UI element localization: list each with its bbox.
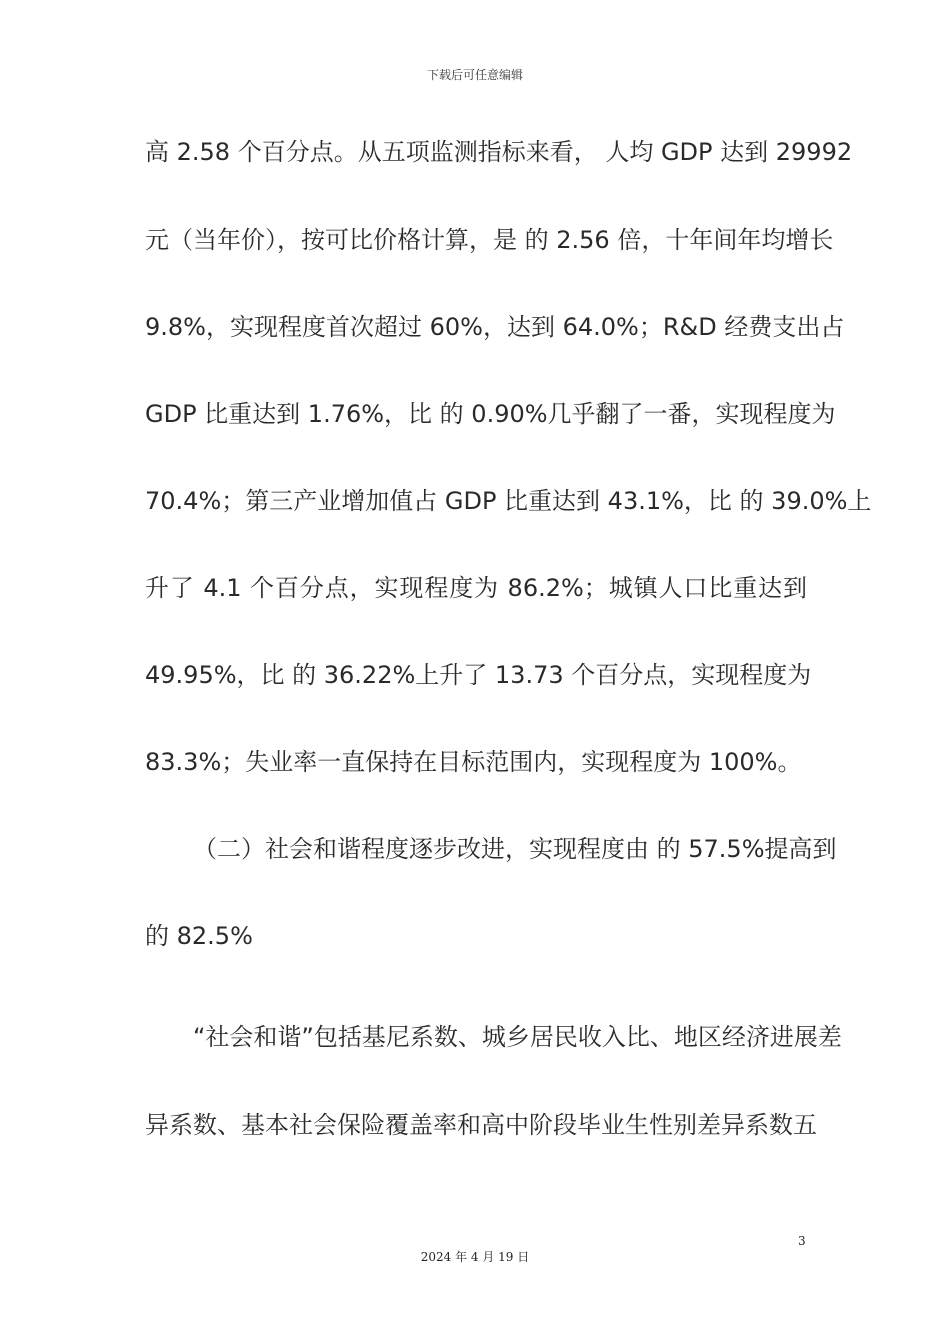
page-footer-date: 2024 年 4 月 19 日 xyxy=(420,1250,530,1264)
section-heading-line-2: 的 82.5% xyxy=(145,922,253,950)
body-line-1: 高 2.58 个百分点。从五项监测指标来看， 人均 GDP 达到 29992 xyxy=(145,138,853,166)
body-line-5: 70.4%；第三产业增加值占 GDP 比重达到 43.1%，比 的 39.0%上 xyxy=(145,487,872,515)
body-line-7: 49.95%，比 的 36.22%上升了 13.73 个百分点，实现程度为 xyxy=(145,661,812,689)
body-line-8: 83.3%；失业率一直保持在目标范围内，实现程度为 100%。 xyxy=(145,748,802,776)
page-header: 下载后可任意编辑 xyxy=(426,68,523,82)
body-line-3: 9.8%，实现程度首次超过 60%，达到 64.0%；R&D 经费支出占 xyxy=(145,313,845,341)
page-number: 3 xyxy=(798,1234,806,1248)
body-line-12: 异系数、基本社会保险覆盖率和高中阶段毕业生性别差异系数五 xyxy=(145,1111,817,1139)
body-line-4: GDP 比重达到 1.76%，比 的 0.90%几乎翻了一番，实现程度为 xyxy=(145,400,836,428)
body-line-6: 升了 4.1 个百分点，实现程度为 86.2%；城镇人口比重达到 xyxy=(145,574,807,602)
body-line-11: “社会和谐”包括基尼系数、城乡居民收入比、地区经济进展差 xyxy=(193,1023,842,1051)
body-line-2: 元（当年价），按可比价格计算，是 的 2.56 倍，十年间年均增长 xyxy=(145,226,834,254)
section-heading-line-1: （二）社会和谐程度逐步改进，实现程度由 的 57.5%提高到 xyxy=(193,835,837,863)
